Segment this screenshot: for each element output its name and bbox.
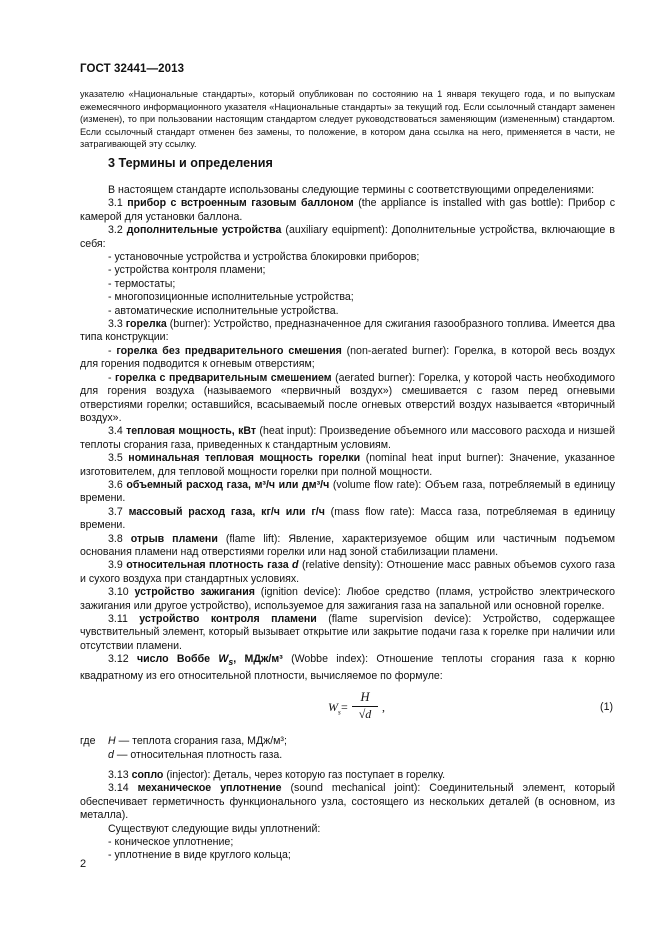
term-3-10: 3.10 устройство зажигания (ignition device): Любое средство (пламя, устройство электрического зажигания или другое устройство), используемое для зажигания газа на запальной или основной горелке. [80,586,615,612]
list-item: - автоматические исполнительные устройства. [108,304,339,317]
term-3-6: 3.6 объемный расход газа, м³/ч или дм³/ч (volume flow rate): Объем газа, потребляемый в единицу времени. [80,478,615,505]
term-3-3-type-b: - горелка с предварительным смешением (aerated burner): Горелка, у которой часть необходимого для горения воздуха (называемого «первичный воздух») смешивается с газом перед огневыми отверстиями горелки; оставшийся, всасываемый после огневых отверстий воздух называется «вторичный воздух». [80,371,615,424]
list-item: - термостаты; [108,277,176,290]
page-number: 2 [80,858,87,870]
term-3-13: 3.13 сопло (injector): Деталь, через которую газ поступает в горелку. [108,768,446,781]
term-3-2: 3.2 дополнительные устройства (auxiliary equipment): Дополнительные устройства, включающие в себя: [80,224,616,250]
formula-equals: = [341,700,348,715]
term-3-4: 3.4 тепловая мощность, кВт (heat input): Произведение объемного или массового расхода и низшей теплоты сгорания газа, приведенных к стандартным условиям. [80,425,615,451]
section-title: 3 Термины и определения [108,156,273,170]
lead-paragraph: В настоящем стандарте использованы следующие термины с соответствующими определениями: [108,184,595,196]
term-3-14: 3.14 механическое уплотнение (sound mechanical joint): Соединительный элемент, который обеспечивает герметичность функционального узла, состоящего из нескольких деталей (в основном, из металла). [80,782,616,822]
list-item: - многопозиционные исполнительные устройства; [108,291,354,304]
standard-header: ГОСТ 32441—2013 [80,63,185,75]
formula-fraction [352,691,378,721]
seal-lead: Существуют следующие виды уплотнений: [108,822,321,835]
formula-denominator: √d [358,706,372,721]
list-item: - устройства контроля пламени; [108,264,266,277]
list-item: - уплотнение в виде круглого кольца; [108,849,291,862]
formula-numerator: H [352,691,378,706]
term-3-8: 3.8 отрыв пламени (flame lift): Явление, характеризуемое общим или частичным подъемом основания пламени над отверстиями горелки или над зоной стабилизации пламени. [80,532,616,558]
term-3-1: 3.1 прибор с встроенным газовым баллоном (the appliance is installed with gas bottle): Прибор с камерой для установки баллона. [80,197,615,223]
formula-comma: , [382,700,385,715]
where-label: где [80,735,96,748]
term-3-5: 3.5 номинальная тепловая мощность горелки (nominal heat input burner): Значение, указанное изготовителем, для тепловой мощности горелки при полной мощности. [80,452,615,478]
formula-number: (1) [600,701,613,714]
formula-legend-d: d — относительная плотность газа. [108,748,283,761]
term-3-11: 3.11 устройство контроля пламени (flame supervision device): Устройство, содержащее чувствительный элемент, который вызывает открытие или закрытие подачи газа к горелке при наличии или отсутствии пламени. [80,613,615,652]
section-body [80,184,615,863]
intro-paragraph: указателю «Национальные стандарты», который опубликован по состоянию на 1 января текущего года, и по выпускам ежемесячного информационного указателя «Национальные стандарты» за текущий год. Если ссылочный стандарт заменен (изменен), то при пользовании настоящим стандартом следует руководствоваться заменяющим (измененным) стандартом. Если ссылочный стандарт отменен без замены, то положение, в котором дана ссылка на него, применяется в части, не затрагивающей эту ссылку. [80,89,615,150]
term-3-3-type-a: - горелка без предварительного смешения (non-aerated burner): Горелка, в которой весь воздух для горения подводится к огневым отверстиям; [80,344,615,371]
list-item: - коническое уплотнение; [108,835,234,848]
formula-legend-h: где Н — теплота сгорания газа, МДж/м³; [80,735,287,748]
list-item: - установочные устройства и устройства блокировки приборов; [108,251,420,264]
term-3-7: 3.7 массовый расход газа, кг/ч или г/ч (mass flow rate): Масса газа, потребляемая в единицу времени. [80,505,616,532]
term-3-12: 3.12 число Воббе $W_s$, МДж/м³ (Wobbe index): Отношение теплоты сгорания газа к корню квадратному из его относительной плотности, вычисляемое по формуле: [80,653,615,682]
term-3-9: 3.9 относительная плотность газа d (relative density): Отношение масс равных объемов сухого газа и сухого воздуха при стандартных условиях. [80,559,615,585]
formula-block [80,685,615,735]
term-3-3: 3.3 горелка (burner): Устройство, предназначенное для сжигания газообразного топлива. Имеется два типа конструкции: [80,318,616,344]
formula-lhs: $W_s$ [328,700,341,717]
